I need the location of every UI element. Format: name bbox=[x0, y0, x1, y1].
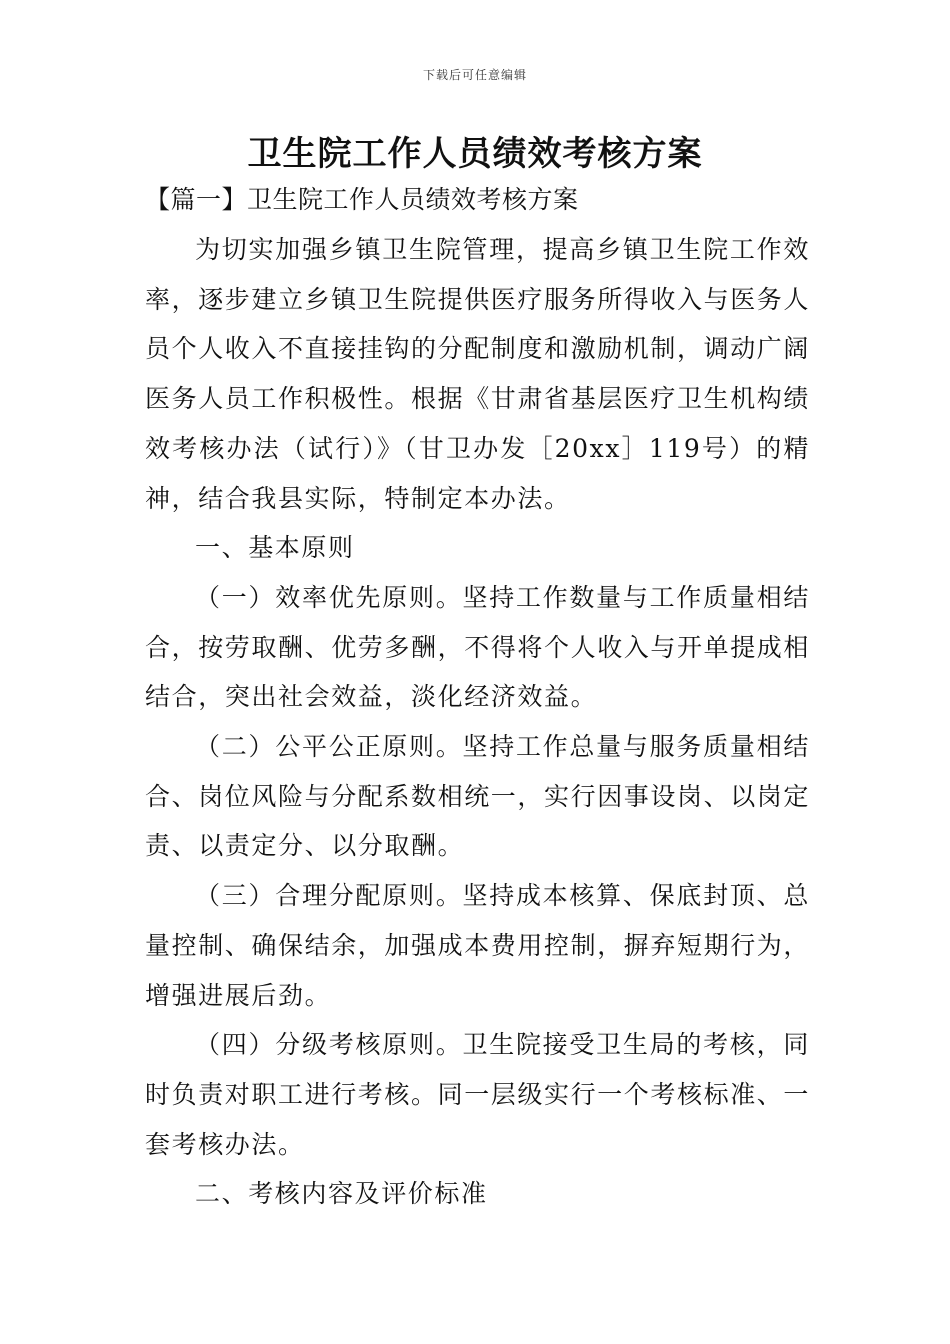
principle-paragraph: （一）效率优先原则。坚持工作数量与工作质量相结合，按劳取酬、优劳多酬，不得将个人收入与开单提成相结合，突出社会效益，淡化经济效益。 bbox=[145, 582, 811, 712]
document-title: 卫生院工作人员绩效考核方案 bbox=[247, 134, 703, 174]
principle-paragraph: （四）分级考核原则。卫生院接受卫生局的考核，同时负责对职工进行考核。同一层级实行一个考核标准、一套考核办法。 bbox=[145, 1030, 811, 1159]
principle-paragraph: （二）公平公正原则。坚持工作总量与服务质量相结合、岗位风险与分配系数相统一，实行因事设岗、以岗定责、以责定分、以分取酬。 bbox=[145, 732, 811, 861]
intro-paragraph: 为切实加强乡镇卫生院管理，提高乡镇卫生院工作效率，逐步建立乡镇卫生院提供医疗服务所得收入与医务人员个人收入不直接挂钩的分配制度和激励机制，调动广阔医务人员工作积极性。根据《甘肃省基层医疗卫生机构绩效考核办法（试行）》（甘卫办发［20xx］119号）的精神，结合我县实际，特制定本办法。 bbox=[145, 235, 811, 513]
section-heading-principles: 一、基本原则 bbox=[195, 533, 355, 563]
header-note: 下载后可任意编辑 bbox=[422, 68, 527, 82]
section-subtitle: 【篇一】卫生院工作人员绩效考核方案 bbox=[145, 185, 579, 214]
principle-paragraph: （三）合理分配原则。坚持成本核算、保底封顶、总量控制、确保结余，加强成本费用控制，摒弃短期行为，增强进展后劲。 bbox=[145, 881, 811, 1010]
section-heading-assessment: 二、考核内容及评价标准 bbox=[195, 1179, 488, 1209]
document-body bbox=[145, 225, 810, 1219]
